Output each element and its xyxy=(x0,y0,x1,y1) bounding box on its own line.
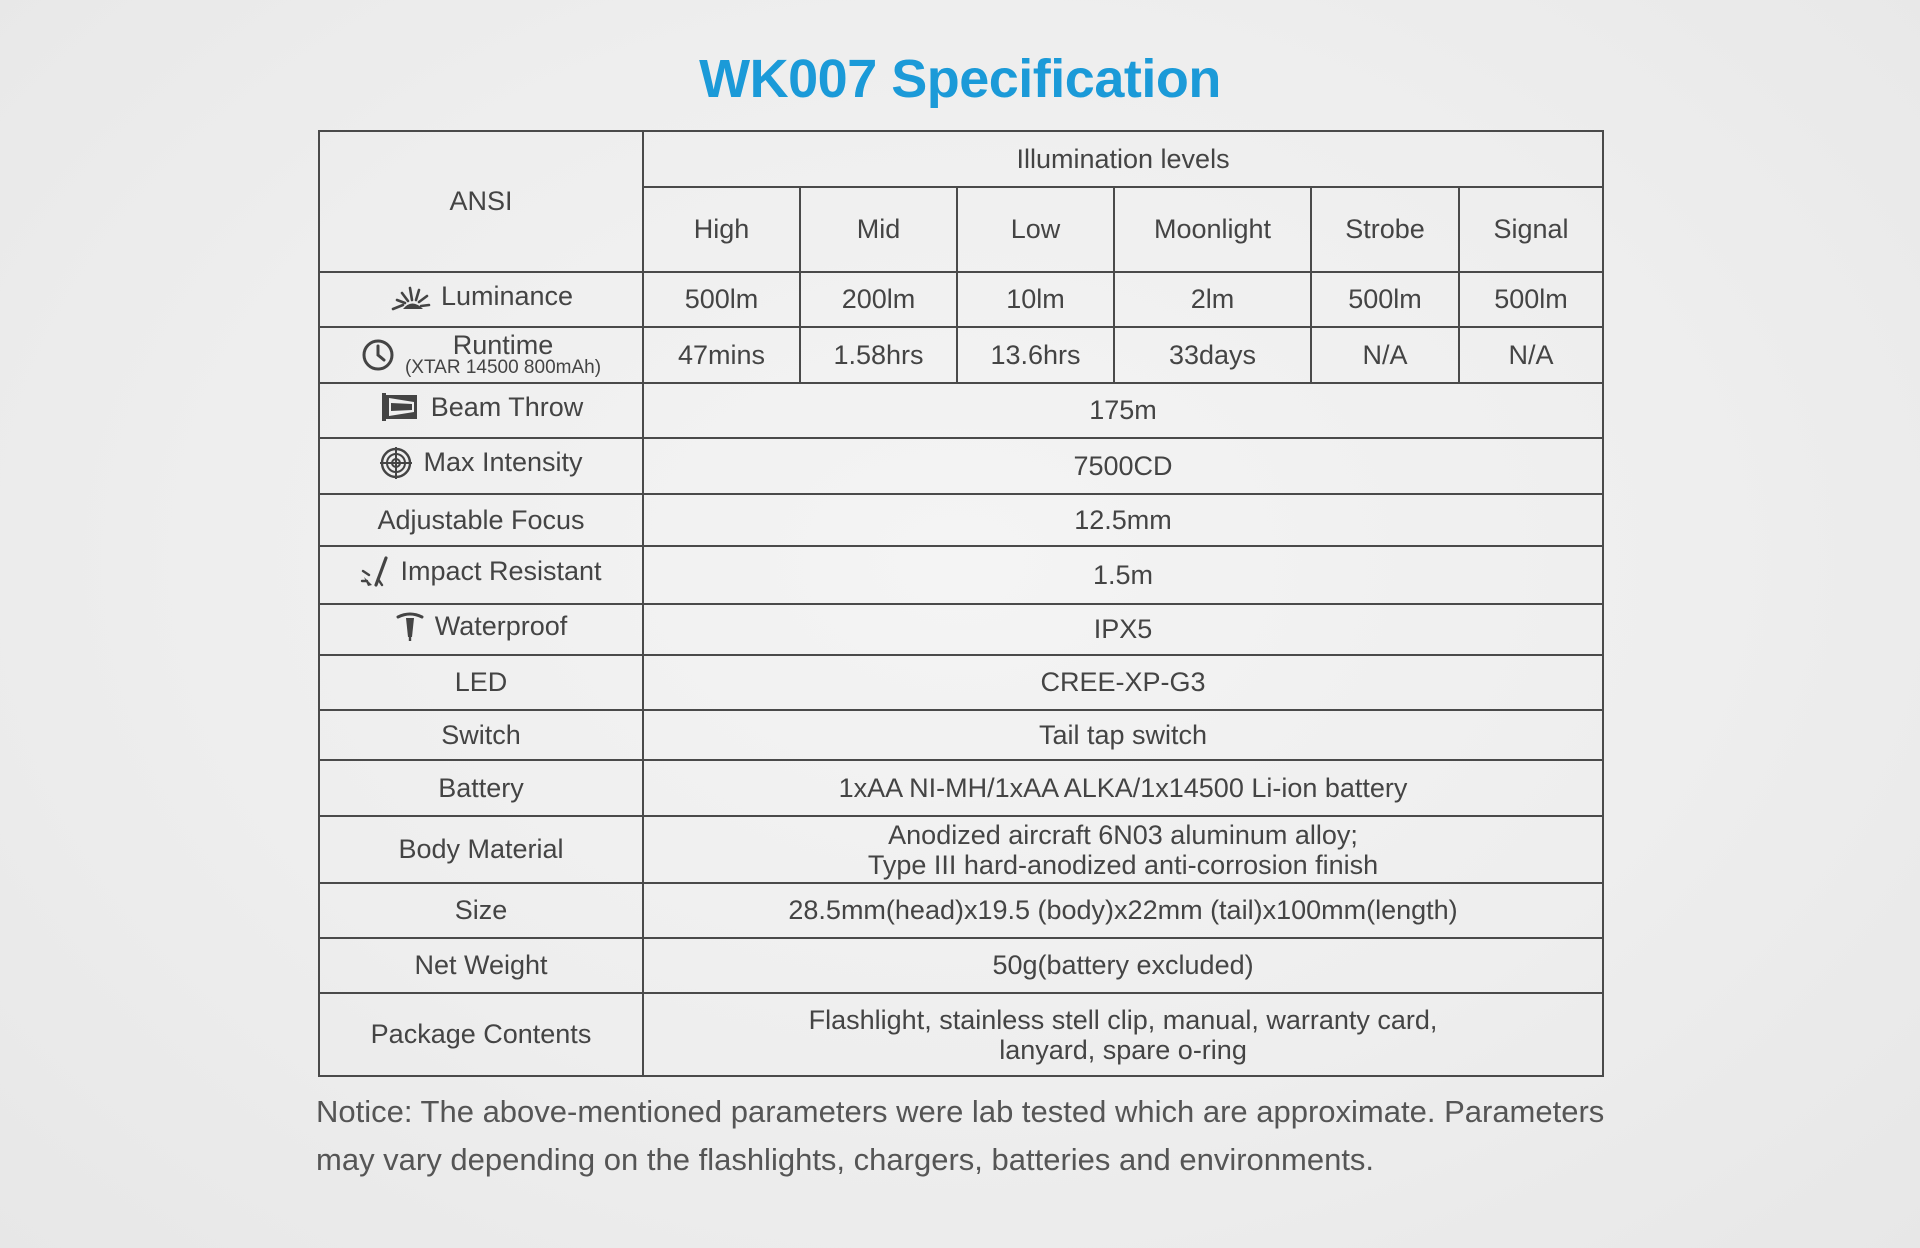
runtime-label: Runtime xyxy=(452,329,554,360)
size-value: 28.5mm(head)x19.5 (body)x22mm (tail)x100mm(length) xyxy=(643,883,1603,938)
row-net-weight xyxy=(319,938,1603,993)
row-runtime xyxy=(319,327,1603,383)
row-beam-throw xyxy=(319,383,1603,438)
row-package-contents xyxy=(319,993,1603,1076)
sunburst-icon xyxy=(389,279,431,313)
header-row-group xyxy=(319,131,1603,187)
waterproof-value: IPX5 xyxy=(643,604,1603,655)
luminance-value-signal: 500lm xyxy=(1459,272,1603,327)
ansi-header: ANSI xyxy=(319,131,643,272)
luminance-value-high: 500lm xyxy=(643,272,800,327)
runtime-sublabel: (XTAR 14500 800mAh) xyxy=(404,356,602,378)
waterproof-icon xyxy=(395,609,425,643)
body-material-label: Body Material xyxy=(319,816,643,883)
package-contents-value xyxy=(643,993,1603,1076)
battery-label: Battery xyxy=(319,760,643,816)
row-battery xyxy=(319,760,1603,816)
row-label-luminance xyxy=(319,272,643,327)
level-header-low: Low xyxy=(957,187,1114,272)
size-label: Size xyxy=(319,883,643,938)
row-switch xyxy=(319,710,1603,760)
row-label-waterproof xyxy=(319,604,643,655)
specification-table xyxy=(318,130,1604,1077)
runtime-value-moonlight: 33days xyxy=(1114,327,1311,383)
row-luminance xyxy=(319,272,1603,327)
luminance-label: Luminance xyxy=(440,280,574,311)
adjustable-focus-label: Adjustable Focus xyxy=(319,494,643,546)
adjustable-focus-value: 12.5mm xyxy=(643,494,1603,546)
row-body-material xyxy=(319,816,1603,883)
row-label-max-intensity xyxy=(319,438,643,494)
row-label-runtime xyxy=(319,327,643,383)
beam-throw-label: Beam Throw xyxy=(430,391,584,422)
impact-resistant-label: Impact Resistant xyxy=(400,556,602,586)
row-waterproof xyxy=(319,604,1603,655)
switch-label: Switch xyxy=(319,710,643,760)
package-contents-label: Package Contents xyxy=(319,993,643,1076)
row-led xyxy=(319,655,1603,710)
row-max-intensity xyxy=(319,438,1603,494)
level-header-high: High xyxy=(643,187,800,272)
waterproof-label: Waterproof xyxy=(434,610,568,641)
beam-throw-value: 175m xyxy=(643,383,1603,438)
runtime-value-signal: N/A xyxy=(1459,327,1603,383)
package-contents-line-2: lanyard, spare o-ring xyxy=(999,1034,1247,1065)
row-label-beam-throw xyxy=(319,383,643,438)
impact-resistant-value: 1.5m xyxy=(643,546,1603,604)
row-label-impact-resistant xyxy=(319,546,643,604)
luminance-value-strobe: 500lm xyxy=(1311,272,1459,327)
impact-icon xyxy=(360,555,390,589)
max-intensity-label: Max Intensity xyxy=(423,447,583,477)
package-contents-line-1: Flashlight, stainless stell clip, manual, warranty card, xyxy=(808,1004,1438,1035)
crosshair-icon xyxy=(379,446,413,480)
row-adjustable-focus xyxy=(319,494,1603,546)
runtime-value-mid: 1.58hrs xyxy=(800,327,957,383)
level-header-moonlight: Moonlight xyxy=(1114,187,1311,272)
battery-value: 1xAA NI-MH/1xAA ALKA/1x14500 Li-ion battery xyxy=(643,760,1603,816)
luminance-value-moonlight: 2lm xyxy=(1114,272,1311,327)
page-title: WK007 Specification xyxy=(699,49,1221,109)
clock-icon xyxy=(361,338,395,372)
level-header-mid: Mid xyxy=(800,187,957,272)
beam-icon xyxy=(379,390,421,424)
row-size xyxy=(319,883,1603,938)
luminance-value-low: 10lm xyxy=(957,272,1114,327)
body-material-value xyxy=(643,816,1603,883)
notice-text: Notice: The above-mentioned parameters were lab tested which are approximate. Parameters may vary depending on the flashlights, chargers, batteries and environments. xyxy=(316,1094,1605,1177)
net-weight-value: 50g(battery excluded) xyxy=(643,938,1603,993)
illumination-levels-header: Illumination levels xyxy=(643,131,1603,187)
max-intensity-value: 7500CD xyxy=(643,438,1603,494)
runtime-value-strobe: N/A xyxy=(1311,327,1459,383)
level-header-signal: Signal xyxy=(1459,187,1603,272)
led-label: LED xyxy=(319,655,643,710)
luminance-value-mid: 200lm xyxy=(800,272,957,327)
led-value: CREE-XP-G3 xyxy=(643,655,1603,710)
body-material-line-2: Type III hard-anodized anti-corrosion finish xyxy=(867,849,1379,880)
switch-value: Tail tap switch xyxy=(643,710,1603,760)
body-material-line-1: Anodized aircraft 6N03 aluminum alloy; xyxy=(888,819,1358,850)
runtime-value-low: 13.6hrs xyxy=(957,327,1114,383)
level-header-strobe: Strobe xyxy=(1311,187,1459,272)
row-impact-resistant xyxy=(319,546,1603,604)
net-weight-label: Net Weight xyxy=(319,938,643,993)
runtime-value-high: 47mins xyxy=(643,327,800,383)
